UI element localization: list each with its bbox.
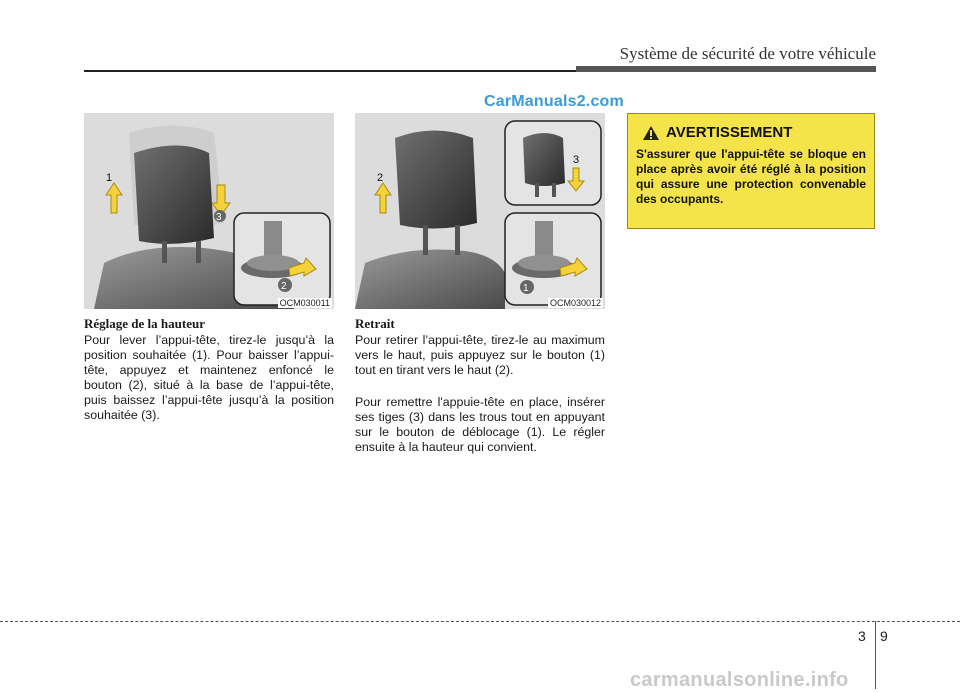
headrest-illustration-1: [84, 113, 334, 309]
section-text-removal-2: Pour remettre l'appuie-tête en place, insérer ses tiges (3) dans les trous tout en appuyant sur le bouton de déblocage (1). Le régler ensuite à la hauteur qui convient.: [355, 395, 605, 454]
footer-rule: [0, 621, 960, 622]
watermark-link[interactable]: CarManuals2.com: [484, 93, 624, 110]
figure1-label-2: 2: [281, 281, 287, 292]
page-number: 9: [880, 628, 888, 644]
watermark-bottom[interactable]: carmanualsonline.info: [630, 669, 849, 691]
chapter-number: 3: [858, 628, 866, 644]
figure2-label-3: 3: [573, 154, 580, 166]
warning-triangle-icon: [642, 125, 660, 141]
section-title-removal: Retrait: [355, 316, 395, 331]
header-rule: [84, 70, 576, 72]
warning-text: S'assurer que l'appui-tête se bloque en place après avoir été réglé à la position qui assure une protection convenable des occupants.: [636, 147, 866, 206]
warning-header: [642, 124, 792, 141]
figure2-label-2: 2: [377, 172, 384, 184]
section-text-removal-1: Pour retirer l’appui-tête, tirez-le au maximum vers le haut, puis appuyez sur le bouton (1) tout en tirant vers le haut (2).: [355, 333, 605, 377]
figure1-label-3: 3: [216, 212, 222, 223]
figure-height-adjustment: [84, 113, 334, 309]
warning-title: AVERTISSEMENT: [666, 124, 793, 141]
figure1-label-1: 1: [106, 172, 113, 184]
figure2-code: OCM030012: [549, 298, 601, 308]
headrest-illustration-2: [355, 113, 605, 309]
header-title: Système de sécurité de votre véhicule: [619, 44, 876, 63]
section-text-height: Pour lever l’appui-tête, tirez-le jusqu’à la position souhaitée (1). Pour baisser l’appui-tête, appuyez et maintenez enfoncé le bouton (2), situé à la base de l’appui-tête, puis baissez l’appui-tête jusqu’à la position souhaitée (3).: [84, 333, 334, 422]
figure-removal: [355, 113, 605, 309]
figure2-label-1: 1: [523, 283, 529, 294]
page-separator: [875, 621, 876, 689]
figure1-code: OCM030011: [279, 298, 330, 308]
header-rule-accent: [576, 66, 876, 72]
section-title-height: Réglage de la hauteur: [84, 316, 205, 331]
warning-box: [627, 113, 875, 229]
